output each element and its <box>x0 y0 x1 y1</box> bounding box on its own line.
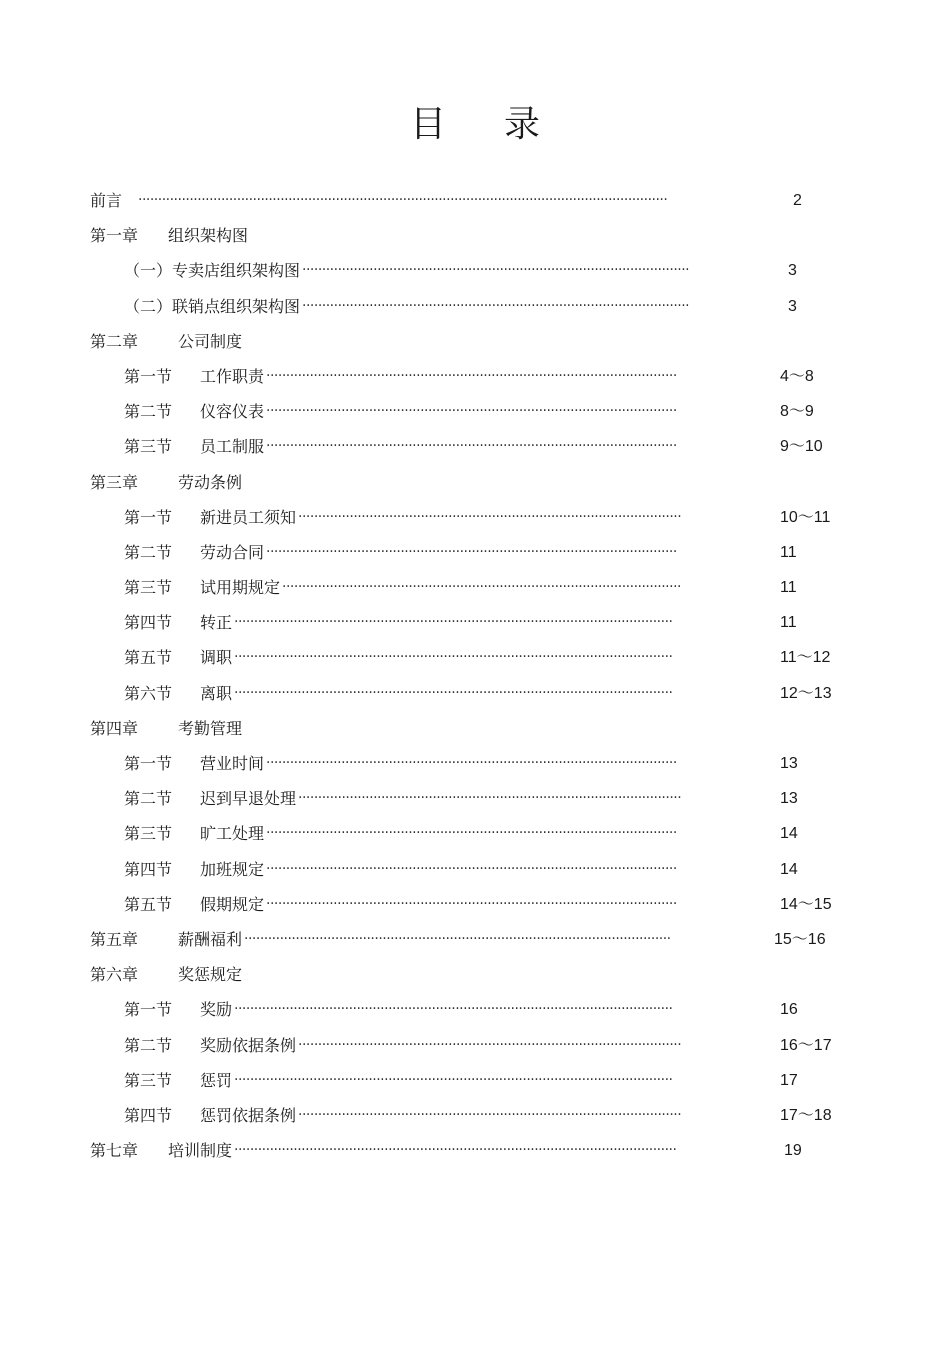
toc-title: 仪容仪表 <box>200 402 265 422</box>
toc-page-number: 11～12 <box>780 649 831 667</box>
title-char-2: 录 <box>504 104 541 145</box>
toc-chapter-row[interactable] <box>0 957 950 992</box>
toc-title: 培训制度 <box>168 1141 233 1161</box>
toc-title: 劳动合同 <box>200 542 265 562</box>
toc-leader-dots: ··············································································································· <box>234 1001 673 1018</box>
toc-leader-dots: ································································································· <box>298 1036 682 1053</box>
toc-title: 假期规定 <box>200 894 265 914</box>
toc-section-row[interactable] <box>0 1063 950 1098</box>
title-char-1: 目 <box>409 104 446 145</box>
table-of-contents <box>0 183 950 1168</box>
toc-label: 第一章 <box>90 226 139 246</box>
toc-page-number: 9～10 <box>780 438 823 456</box>
toc-title: 工作职责 <box>200 366 265 386</box>
toc-page-number: 14 <box>780 860 798 878</box>
toc-label: 第三章 <box>90 472 139 492</box>
toc-leader-dots: ········································································································ <box>266 438 677 455</box>
toc-label: 第二节 <box>124 542 173 562</box>
toc-title: 奖励 <box>200 1000 233 1020</box>
toc-label: 第二节 <box>124 402 173 422</box>
toc-leader-dots: ··············································································································· <box>234 684 673 701</box>
toc-title: 考勤管理 <box>178 718 243 738</box>
toc-section-row[interactable] <box>0 852 950 887</box>
toc-title: 员工制服 <box>200 437 265 457</box>
toc-label: 第四节 <box>124 859 173 879</box>
toc-leader-dots: ········································································································ <box>266 755 677 771</box>
toc-leader-dots: ········································································································ <box>266 895 677 912</box>
toc-title: 加班规定 <box>200 859 265 879</box>
toc-leader-dots: ··············································································································· <box>234 649 673 666</box>
toc-leader-dots: ································································································· <box>298 1106 682 1123</box>
toc-chapter-row[interactable] <box>0 324 950 359</box>
toc-label: 第一节 <box>124 507 173 527</box>
toc-section-row[interactable] <box>0 359 950 394</box>
toc-title: 组织架构图 <box>168 226 249 246</box>
toc-label: （二） <box>124 296 173 316</box>
toc-page-number: 10～11 <box>780 508 831 526</box>
toc-title: 新进员工须知 <box>200 507 297 527</box>
toc-label: 第六节 <box>124 683 173 703</box>
toc-page-number: 4～8 <box>780 367 814 385</box>
toc-section-row[interactable] <box>0 394 950 429</box>
toc-leader-dots: ········································································································ <box>266 825 677 842</box>
toc-page-number: 14 <box>780 825 798 843</box>
toc-label: 第四节 <box>124 1105 173 1125</box>
toc-chapter-row[interactable] <box>0 218 950 253</box>
toc-title: 离职 <box>200 683 233 703</box>
toc-title: 劳动条例 <box>178 472 243 492</box>
toc-leader-dots: ····································································································· <box>282 579 681 596</box>
toc-label: 第三节 <box>124 437 173 457</box>
toc-page-number: 11 <box>780 543 797 561</box>
toc-section-row[interactable] <box>0 640 950 675</box>
toc-title: 专卖店组织架构图 <box>172 261 301 281</box>
toc-label: 第一节 <box>124 1000 173 1020</box>
toc-chapter-row[interactable] <box>0 183 950 218</box>
toc-section-row[interactable] <box>0 605 950 640</box>
toc-page-number: 15～16 <box>774 930 826 948</box>
toc-label: （一） <box>124 261 173 281</box>
toc-section-row[interactable] <box>0 500 950 535</box>
toc-label: 第七章 <box>90 1141 139 1161</box>
toc-section-row[interactable] <box>0 570 950 605</box>
toc-page-number: 13 <box>780 755 798 772</box>
toc-label: 第四章 <box>90 718 139 738</box>
toc-leader-dots: ·································································································· <box>302 297 690 314</box>
toc-leader-dots: ··············································································································· <box>234 614 673 631</box>
toc-page-number: 8～9 <box>780 403 814 421</box>
toc-title: 公司制度 <box>178 331 243 351</box>
toc-chapter-row[interactable] <box>0 711 950 746</box>
toc-page-number: 13 <box>780 790 798 808</box>
toc-section-row[interactable] <box>0 1028 950 1063</box>
toc-page-number: 3 <box>788 262 797 280</box>
toc-leader-dots: ········································································································ <box>266 403 677 420</box>
toc-label: 第三节 <box>124 824 173 844</box>
toc-page-number: 16～17 <box>780 1036 832 1054</box>
toc-page-number: 12～13 <box>780 684 832 702</box>
toc-section-row[interactable] <box>0 429 950 464</box>
toc-label: 第二章 <box>90 331 139 351</box>
toc-section-row[interactable] <box>0 676 950 711</box>
toc-chapter-row[interactable] <box>0 1133 950 1168</box>
toc-section-row[interactable] <box>0 746 950 781</box>
toc-title: 联销点组织架构图 <box>172 296 301 316</box>
toc-title: 旷工处理 <box>200 824 265 844</box>
toc-label: 第五节 <box>124 894 173 914</box>
toc-label: 第五节 <box>124 648 173 668</box>
toc-chapter-row[interactable] <box>0 465 950 500</box>
toc-label: 第五章 <box>90 929 139 949</box>
toc-leader-dots: ································································································· <box>298 508 682 525</box>
toc-leader-dots: ········································································································ <box>266 860 677 877</box>
toc-title: 迟到早退处理 <box>200 789 297 809</box>
toc-leader-dots: ············································································································ <box>244 930 671 947</box>
toc-page-number: 16 <box>780 1001 798 1019</box>
toc-label: 第六章 <box>90 965 139 985</box>
toc-title: 试用期规定 <box>200 578 281 598</box>
toc-title: 营业时间 <box>200 754 265 773</box>
toc-page-number: 2 <box>793 192 802 209</box>
toc-page-number: 14～15 <box>780 895 832 913</box>
toc-page-number: 3 <box>788 297 797 315</box>
toc-section-row[interactable] <box>0 535 950 570</box>
toc-section-row[interactable] <box>0 289 950 324</box>
toc-title: 惩罚 <box>200 1070 233 1090</box>
toc-leader-dots: ········································································································ <box>266 543 677 560</box>
toc-page-number: 11 <box>780 614 797 632</box>
toc-label: 第二节 <box>124 789 173 809</box>
toc-leader-dots: ································································································· <box>298 790 682 807</box>
toc-label: 第一节 <box>124 754 173 773</box>
toc-title: 惩罚依据条例 <box>200 1105 297 1125</box>
toc-label: 前言 <box>90 191 123 210</box>
toc-label: 第四节 <box>124 613 173 633</box>
toc-label: 第二节 <box>124 1035 173 1055</box>
toc-page-number: 17～18 <box>780 1106 832 1124</box>
toc-page-number: 11 <box>780 579 797 597</box>
toc-title: 奖励依据条例 <box>200 1035 297 1055</box>
toc-label: 第一节 <box>124 366 173 386</box>
toc-section-row[interactable] <box>0 253 950 288</box>
toc-page-number: 17 <box>780 1071 798 1089</box>
toc-label: 第三节 <box>124 578 173 598</box>
toc-leader-dots: ·································································································· <box>302 262 690 279</box>
toc-title: 奖惩规定 <box>178 965 243 985</box>
toc-label: 第三节 <box>124 1070 173 1090</box>
toc-leader-dots: ··············································································································· <box>234 1071 673 1088</box>
toc-leader-dots: ······································································································································ <box>138 192 668 208</box>
toc-section-row[interactable] <box>0 1098 950 1133</box>
toc-section-row[interactable] <box>0 816 950 851</box>
toc-page-number: 19 <box>784 1142 802 1160</box>
toc-chapter-row[interactable] <box>0 922 950 957</box>
page-title <box>0 96 950 147</box>
toc-title: 转正 <box>200 613 233 633</box>
toc-leader-dots: ········································································································ <box>266 367 677 384</box>
toc-title: 调职 <box>200 648 233 668</box>
toc-section-row[interactable] <box>0 992 950 1027</box>
toc-section-row[interactable] <box>0 887 950 922</box>
toc-leader-dots: ················································································································ <box>234 1142 677 1159</box>
toc-section-row[interactable] <box>0 781 950 816</box>
toc-title: 薪酬福利 <box>178 929 243 949</box>
